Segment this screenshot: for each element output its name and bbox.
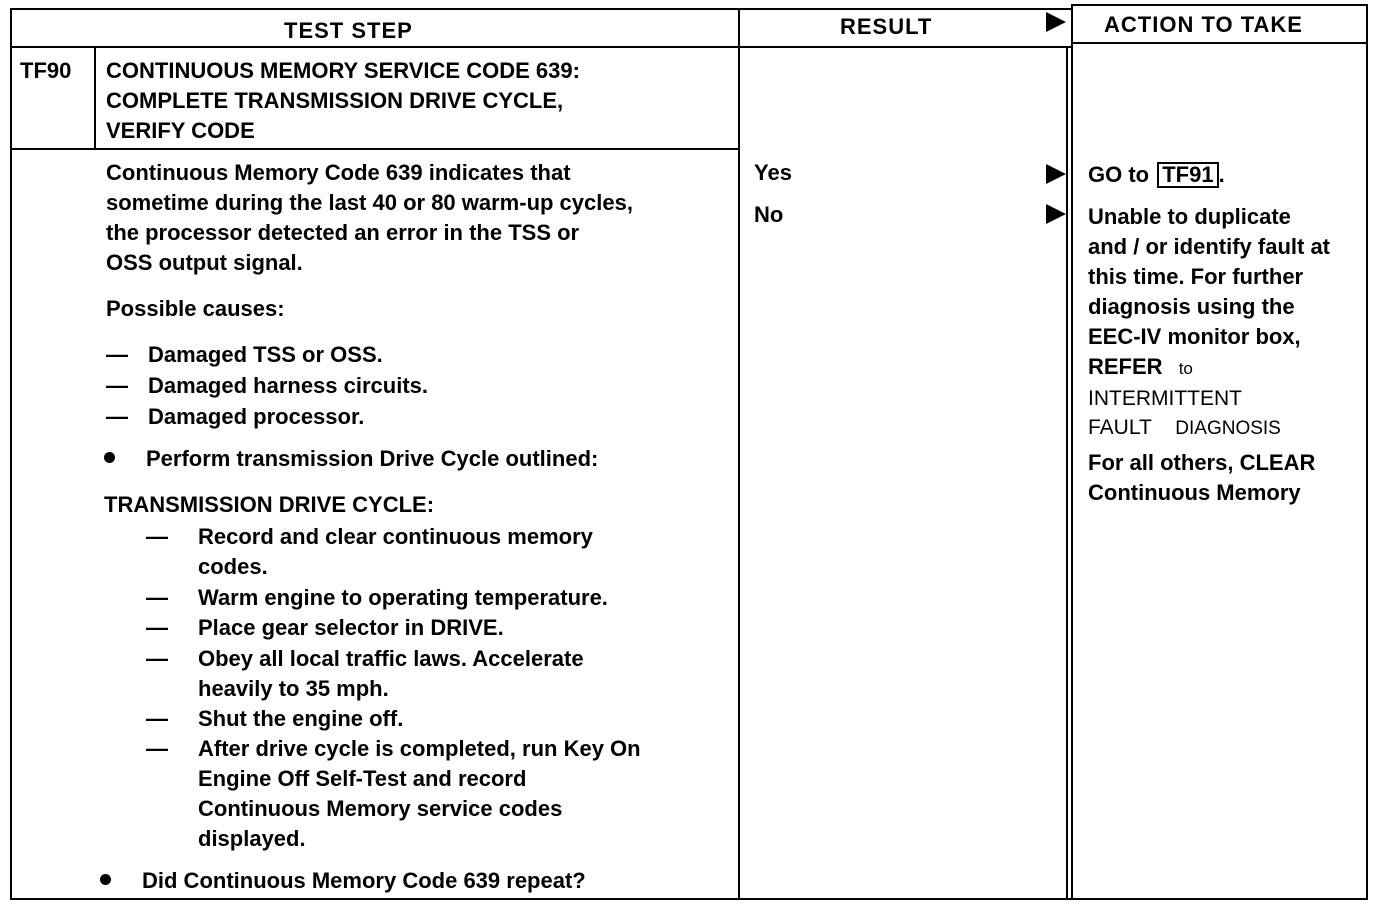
drive-step-line: heavily to 35 mph.: [198, 676, 389, 701]
drive-step: [198, 522, 593, 582]
cause-dash: —: [106, 373, 128, 398]
action-no-line: diagnosis using the: [1088, 294, 1295, 319]
drive-step-dash: —: [146, 585, 168, 610]
step-title-line: COMPLETE TRANSMISSION DRIVE CYCLE,: [106, 88, 564, 113]
result-yes-arrow-icon: [1046, 164, 1066, 184]
drive-step-dash: —: [146, 706, 168, 731]
step-title-line: VERIFY CODE: [106, 118, 255, 143]
drive-step-line: codes.: [198, 554, 268, 579]
header-bottom-border: [10, 46, 1072, 48]
question: Did Continuous Memory Code 639 repeat?: [142, 868, 586, 893]
action-no: [1088, 202, 1330, 443]
intro-line: sometime during the last 40 or 80 warm-up cycles,: [106, 190, 633, 215]
header-action: ACTION TO TAKE: [1104, 12, 1303, 37]
left-border: [10, 8, 12, 900]
perform-instruction: Perform transmission Drive Cycle outlined:: [146, 446, 599, 471]
action-no-line: this time. For further: [1088, 264, 1304, 289]
question-bullet-icon: [100, 874, 111, 885]
result-column-divider: [738, 8, 740, 898]
intro-paragraph: [106, 158, 633, 278]
drive-step: [198, 734, 641, 854]
action-refer: REFER: [1088, 354, 1163, 379]
drive-step-line: Record and clear continuous memory: [198, 524, 593, 549]
cause-item: Damaged harness circuits.: [148, 373, 429, 398]
action-column-divider-inner: [1071, 4, 1073, 898]
drive-step-dash: —: [146, 736, 168, 761]
drive-step-line: After drive cycle is completed, run Key On: [198, 736, 641, 761]
drive-step-line: Continuous Memory service codes: [198, 796, 563, 821]
title-bottom-border: [10, 148, 740, 150]
cause-dash: —: [106, 404, 128, 429]
action-refer-line: [1088, 352, 1330, 384]
action-no-line: and / or identify fault at: [1088, 234, 1331, 259]
action-header-bottom-border: [1072, 42, 1368, 44]
action-fault: FAULT: [1088, 416, 1152, 439]
drive-step-dash: —: [146, 646, 168, 671]
step-id: TF90: [20, 58, 72, 83]
action-fault-line[interactable]: [1088, 413, 1330, 443]
top-border: [10, 8, 1072, 10]
drive-step-line: Shut the engine off.: [198, 706, 404, 731]
action-others: [1088, 448, 1315, 508]
bottom-border: [10, 898, 1368, 900]
header-test-step: TEST STEP: [284, 18, 413, 43]
action-yes-prefix: GO to: [1088, 162, 1150, 187]
drive-step-dash: —: [146, 524, 168, 549]
drive-step-line: Engine Off Self-Test and record: [198, 766, 527, 791]
drive-step-dash: —: [146, 615, 168, 640]
action-others-line: For all others, CLEAR: [1088, 450, 1316, 475]
drive-step: [198, 644, 584, 704]
drive-step-line: Obey all local traffic laws. Accelerate: [198, 646, 584, 671]
step-title: [106, 56, 580, 146]
action-yes: [1088, 160, 1225, 190]
action-no-line: EEC-IV monitor box,: [1088, 324, 1301, 349]
step-title-line: CONTINUOUS MEMORY SERVICE CODE 639:: [106, 58, 580, 83]
top-border-action: [1072, 4, 1368, 6]
action-others-line: Continuous Memory: [1088, 480, 1301, 505]
header-arrow-icon: [1046, 12, 1066, 32]
action-diagnosis: DIAGNOSIS: [1175, 418, 1281, 439]
possible-causes-label: Possible causes:: [106, 296, 285, 321]
intro-line: the processor detected an error in the TSS or: [106, 220, 580, 245]
drive-step-line: displayed.: [198, 826, 306, 851]
intro-line: OSS output signal.: [106, 250, 303, 275]
right-border: [1366, 4, 1368, 900]
cause-item: Damaged TSS or OSS.: [148, 342, 383, 367]
drive-step-line: Warm engine to operating temperature.: [198, 585, 608, 610]
header-result: RESULT: [840, 14, 933, 39]
action-yes-reference[interactable]: TF91: [1157, 162, 1218, 188]
result-no: No: [754, 202, 784, 227]
cause-dash: —: [106, 342, 128, 367]
step-id-divider: [94, 46, 96, 150]
result-no-arrow-icon: [1046, 204, 1066, 224]
action-intermittent[interactable]: INTERMITTENT: [1088, 387, 1242, 410]
drive-cycle-title: TRANSMISSION DRIVE CYCLE:: [104, 492, 435, 517]
action-no-line: Unable to duplicate: [1088, 204, 1291, 229]
drive-step-line: Place gear selector in DRIVE.: [198, 615, 504, 640]
drive-step: [198, 583, 608, 613]
intro-line: Continuous Memory Code 639 indicates that: [106, 160, 571, 185]
cause-item: Damaged processor.: [148, 404, 365, 429]
action-column-divider-outer: [1066, 46, 1068, 900]
action-yes-suffix: .: [1218, 162, 1225, 187]
drive-step: [198, 613, 504, 643]
drive-step: [198, 704, 403, 734]
action-refer-to: to: [1178, 359, 1193, 378]
perform-bullet-icon: [104, 452, 115, 463]
result-yes: Yes: [754, 160, 792, 185]
